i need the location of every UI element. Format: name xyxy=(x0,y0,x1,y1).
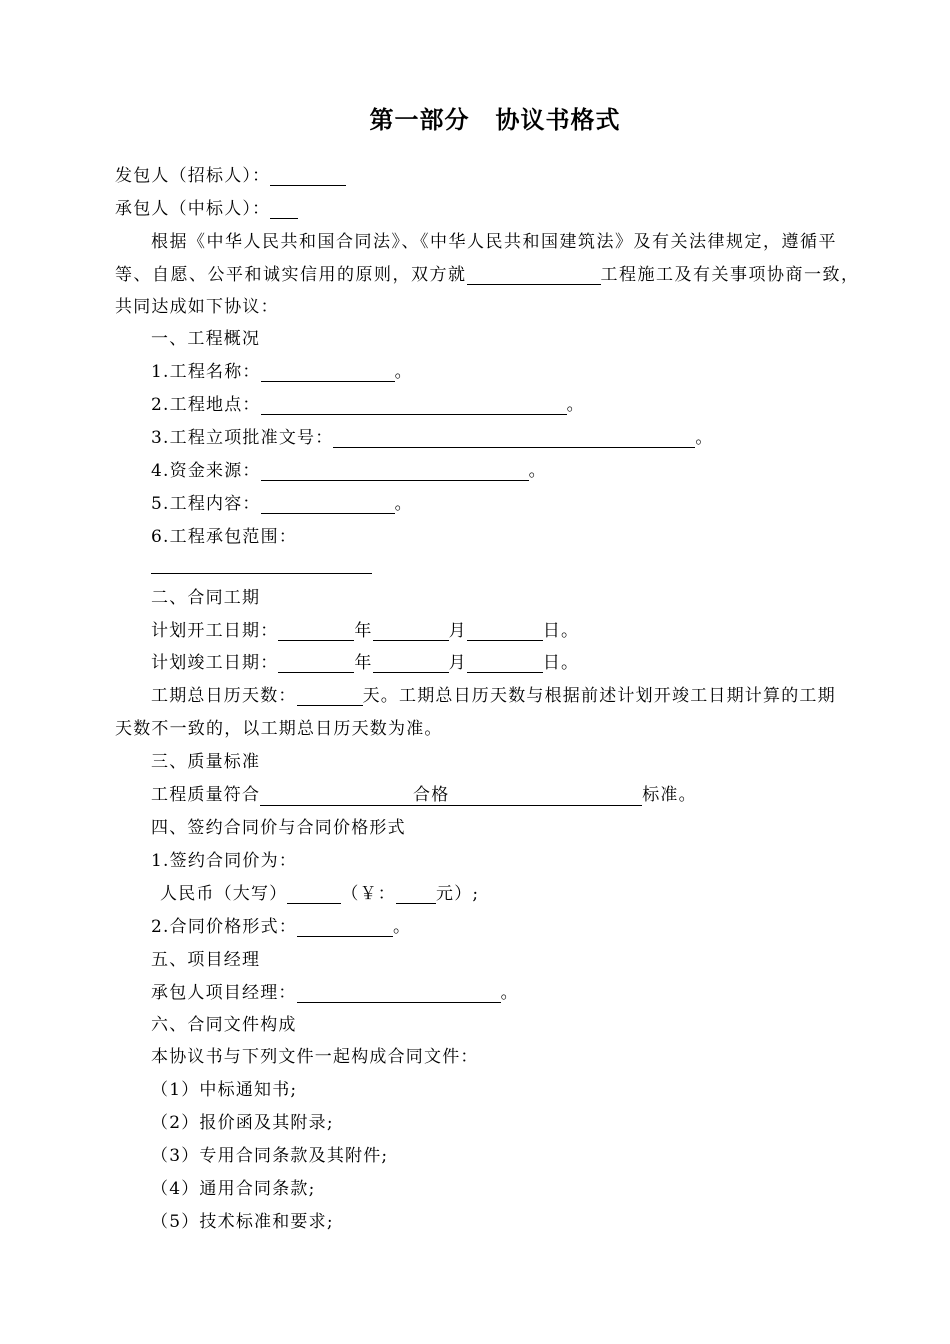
total-days-text: 天。工期总日历天数与根据前述计划开竣工日期计算的工期 xyxy=(362,686,836,706)
section-5-heading: 五、项目经理 xyxy=(151,950,261,970)
project-location-blank[interactable] xyxy=(261,396,567,415)
project-manager-label: 承包人项目经理： xyxy=(151,983,297,1003)
project-blank[interactable] xyxy=(467,266,601,285)
scope-blank[interactable] xyxy=(151,555,372,574)
rmb-yen: （￥： xyxy=(341,884,397,904)
period: 。 xyxy=(394,494,413,514)
start-month-blank[interactable] xyxy=(373,622,449,641)
project-content-line xyxy=(151,494,413,514)
title-part: 第一部分 xyxy=(369,106,470,134)
contractor-label: 承包人（中标人）： xyxy=(115,199,271,219)
project-name-line xyxy=(151,362,413,382)
approval-number-line xyxy=(151,428,714,448)
project-name-label: 1.工程名称： xyxy=(151,362,261,382)
end-date-label: 计划竣工日期： xyxy=(151,653,279,673)
preamble-line-2 xyxy=(115,265,860,285)
funding-source-blank[interactable] xyxy=(261,462,529,481)
funding-source-label: 4.资金来源： xyxy=(151,461,261,481)
project-location-label: 2.工程地点： xyxy=(151,395,261,415)
list-item: （3）专用合同条款及其附件; xyxy=(151,1146,389,1166)
preamble-line-1: 根据《中华人民共和国合同法》、《中华人民共和国建筑法》及有关法律规定，遵循平 xyxy=(151,232,837,252)
month-label: 月 xyxy=(448,621,467,641)
employer-label: 发包人（招标人）： xyxy=(115,166,271,186)
quality-suffix: 标准。 xyxy=(642,785,697,805)
section-6-heading: 六、合同文件构成 xyxy=(151,1015,297,1035)
start-date-label: 计划开工日期： xyxy=(151,621,279,641)
section-2-heading: 二、合同工期 xyxy=(151,588,261,608)
contractor-blank[interactable] xyxy=(270,200,298,219)
approval-number-label: 3.工程立项批准文号： xyxy=(151,428,334,448)
total-days-label: 工期总日历天数： xyxy=(151,686,297,706)
title-name: 协议书格式 xyxy=(495,106,621,134)
end-day-blank[interactable] xyxy=(467,654,543,673)
section-3-heading: 三、质量标准 xyxy=(151,752,261,772)
rmb-line xyxy=(160,884,479,904)
employer-blank[interactable] xyxy=(270,167,346,186)
rmb-prefix: 人民币（大写） xyxy=(160,884,288,904)
project-name-blank[interactable] xyxy=(261,363,395,382)
period: 。 xyxy=(566,395,585,415)
preamble-line-3: 共同达成如下协议： xyxy=(115,297,279,317)
project-manager-line xyxy=(151,983,519,1003)
list-item: （2）报价函及其附录; xyxy=(151,1113,334,1133)
scope-line xyxy=(151,554,372,574)
section-4-heading: 四、签约合同价与合同价格形式 xyxy=(151,818,406,838)
total-days-text-2: 天数不一致的，以工期总日历天数为准。 xyxy=(115,719,443,739)
scope-label: 6.工程承包范围： xyxy=(151,527,298,547)
list-item: （4）通用合同条款; xyxy=(151,1179,316,1199)
day-label: 日。 xyxy=(542,653,580,673)
preamble-2b: 工程施工及有关事项协商一致， xyxy=(600,265,860,285)
project-manager-blank[interactable] xyxy=(297,984,501,1003)
employer-line xyxy=(115,166,346,186)
project-location-line xyxy=(151,395,585,415)
start-year-blank[interactable] xyxy=(278,622,354,641)
end-year-blank[interactable] xyxy=(278,654,354,673)
price-form-line xyxy=(151,917,411,937)
funding-source-line xyxy=(151,461,547,481)
year-label: 年 xyxy=(354,653,373,673)
year-label: 年 xyxy=(354,621,373,641)
quality-prefix: 工程质量符合 xyxy=(151,785,261,805)
rmb-amount-blank[interactable] xyxy=(396,885,436,904)
period: 。 xyxy=(528,461,547,481)
end-month-blank[interactable] xyxy=(373,654,449,673)
start-day-blank[interactable] xyxy=(467,622,543,641)
quality-line xyxy=(151,785,697,806)
contract-price-label: 1.签约合同价为： xyxy=(151,851,298,871)
total-days-blank[interactable] xyxy=(297,687,363,706)
project-content-label: 5.工程内容： xyxy=(151,494,261,514)
list-item: （1）中标通知书; xyxy=(151,1080,298,1100)
period: 。 xyxy=(500,983,519,1003)
price-form-blank[interactable] xyxy=(297,918,393,937)
project-content-blank[interactable] xyxy=(261,495,395,514)
rmb-suffix: 元）; xyxy=(436,884,480,904)
page-title xyxy=(0,100,950,135)
month-label: 月 xyxy=(448,653,467,673)
period: 。 xyxy=(695,428,714,448)
section-1-heading: 一、工程概况 xyxy=(151,329,261,349)
period: 。 xyxy=(393,917,412,937)
list-item: （5）技术标准和要求; xyxy=(151,1212,334,1232)
section-6-intro: 本协议书与下列文件一起构成合同文件： xyxy=(151,1047,479,1067)
start-date-line xyxy=(151,621,579,641)
total-days-line xyxy=(151,686,836,706)
quality-field[interactable] xyxy=(260,785,642,806)
rmb-words-blank[interactable] xyxy=(287,885,341,904)
contractor-line xyxy=(115,199,298,219)
period: 。 xyxy=(394,362,413,382)
day-label: 日。 xyxy=(542,621,580,641)
approval-number-blank[interactable] xyxy=(333,429,695,448)
end-date-line xyxy=(151,653,579,673)
price-form-label: 2.合同价格形式： xyxy=(151,917,298,937)
quality-value: 合格 xyxy=(413,785,450,805)
preamble-2a: 等、自愿、公平和诚实信用的原则，双方就 xyxy=(115,265,467,285)
